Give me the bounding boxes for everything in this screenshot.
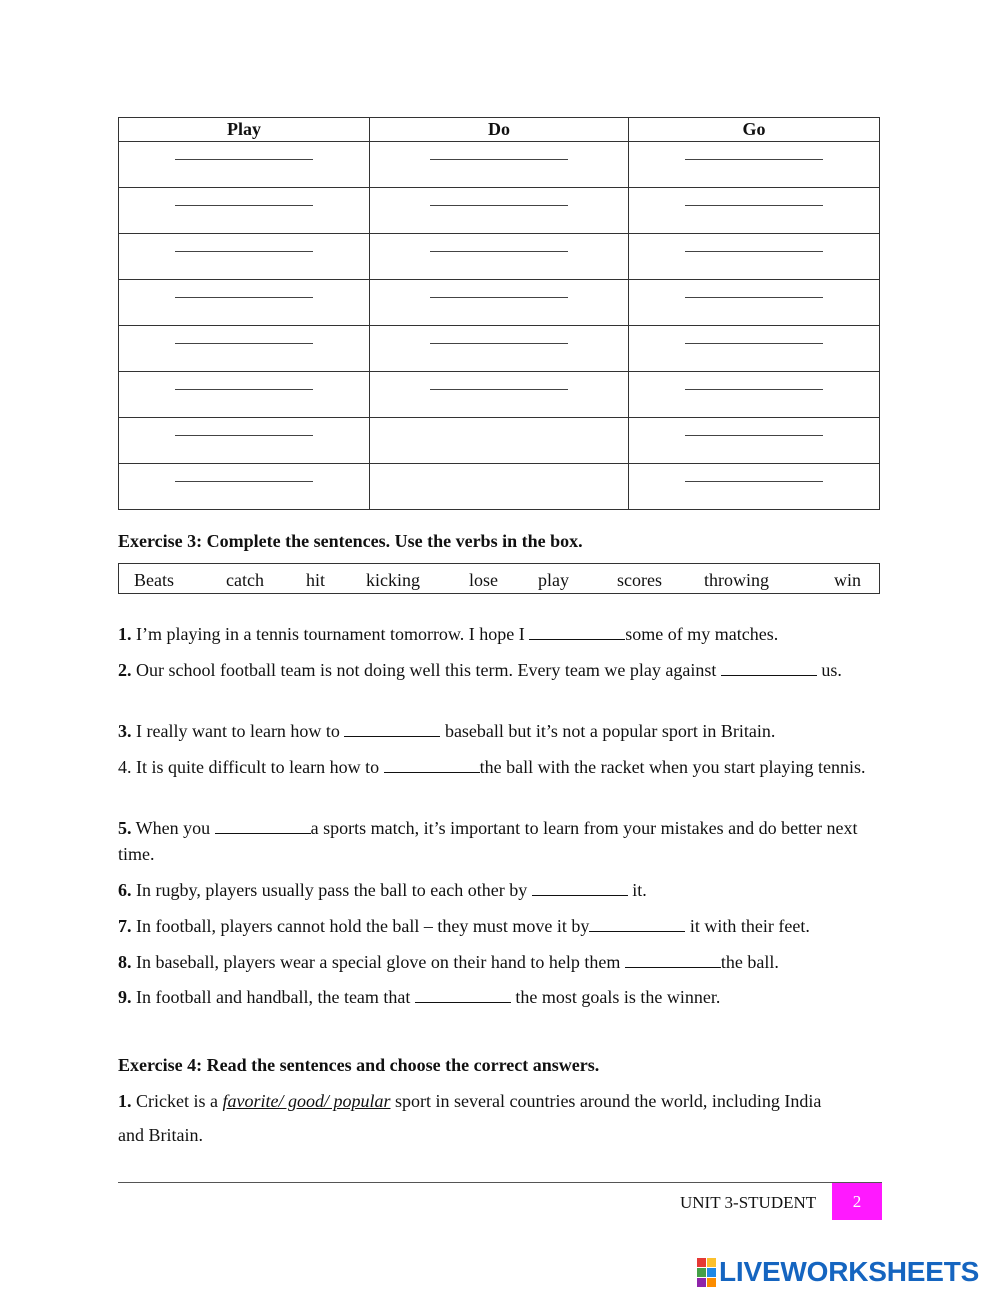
- answer-blank-line[interactable]: [175, 159, 313, 160]
- answer-blank-line[interactable]: [175, 205, 313, 206]
- word-box-item: throwing: [704, 570, 769, 590]
- page-number-badge: [832, 1183, 882, 1220]
- table-row: [119, 372, 880, 418]
- word-box-item: lose: [469, 570, 498, 590]
- logo-square: [707, 1278, 716, 1287]
- answer-blank-line[interactable]: [175, 297, 313, 298]
- answer-gap[interactable]: [529, 623, 625, 640]
- liveworksheets-brand: [697, 1256, 979, 1288]
- logo-square: [697, 1268, 706, 1277]
- word-box-item: kicking: [366, 570, 420, 590]
- answer-gap[interactable]: [384, 756, 480, 773]
- table-cell[interactable]: [370, 372, 629, 418]
- answer-blank-line[interactable]: [685, 251, 823, 252]
- answer-gap[interactable]: [532, 879, 628, 896]
- table-row: [119, 234, 880, 280]
- table-cell[interactable]: [629, 142, 880, 188]
- sentence-6: 6. In rugby, players usually pass the ball to each other by it.: [118, 880, 647, 900]
- answer-blank-line[interactable]: [685, 343, 823, 344]
- answer-blank-line[interactable]: [175, 251, 313, 252]
- verb-sport-table: [118, 117, 880, 510]
- exercise4-heading: Exercise 4: Read the sentences and choose the correct answers.: [118, 1055, 600, 1075]
- table-cell[interactable]: [119, 142, 370, 188]
- table-cell[interactable]: [370, 280, 629, 326]
- answer-blank-line[interactable]: [685, 205, 823, 206]
- answer-gap[interactable]: [625, 951, 721, 968]
- header-play: Play: [119, 118, 370, 142]
- table-cell[interactable]: [119, 326, 370, 372]
- table-cell[interactable]: [629, 326, 880, 372]
- logo-square: [707, 1268, 716, 1277]
- logo-square: [707, 1258, 716, 1267]
- table-cell[interactable]: [629, 464, 880, 510]
- answer-blank-line[interactable]: [685, 481, 823, 482]
- brand-name: LIVEWORKSHEETS: [719, 1256, 980, 1287]
- sentence-3: 3. I really want to learn how to baseball but it’s not a popular sport in Britain.: [118, 721, 776, 741]
- word-box-item: win: [834, 570, 861, 590]
- table-row: [119, 280, 880, 326]
- table-cell[interactable]: [629, 188, 880, 234]
- answer-blank-line[interactable]: [175, 481, 313, 482]
- word-box: [118, 563, 880, 594]
- sentence-4: 4. It is quite difficult to learn how to the ball with the racket when you start playing tennis.: [118, 757, 866, 777]
- answer-gap[interactable]: [344, 720, 440, 737]
- header-do: Do: [370, 118, 629, 142]
- answer-blank-line[interactable]: [430, 389, 568, 390]
- exercise3-heading: Exercise 3: Complete the sentences. Use the verbs in the box.: [118, 531, 583, 551]
- unit-label: UNIT 3-STUDENT: [680, 1193, 817, 1212]
- answer-blank-line[interactable]: [175, 435, 313, 436]
- table-cell[interactable]: [370, 326, 629, 372]
- footer-divider: [118, 1182, 882, 1183]
- sentence-1: 1. I’m playing in a tennis tournament tomorrow. I hope I some of my matches.: [118, 624, 779, 644]
- table-row: [119, 188, 880, 234]
- table-cell[interactable]: [370, 188, 629, 234]
- answer-blank-line[interactable]: [685, 297, 823, 298]
- answer-blank-line[interactable]: [685, 389, 823, 390]
- sentence-2: 2. Our school football team is not doing well this term. Every team we play against us.: [118, 660, 842, 680]
- table-cell[interactable]: [119, 280, 370, 326]
- table-row: [119, 326, 880, 372]
- answer-blank-line[interactable]: [430, 251, 568, 252]
- table-row: [119, 418, 880, 464]
- answer-blank-line[interactable]: [430, 159, 568, 160]
- word-box-item: catch: [226, 570, 264, 590]
- table-cell[interactable]: [119, 234, 370, 280]
- word-box-item: Beats: [134, 570, 174, 590]
- answer-gap[interactable]: [721, 659, 817, 676]
- table-cell[interactable]: [370, 142, 629, 188]
- table-cell[interactable]: [629, 280, 880, 326]
- answer-blank-line[interactable]: [430, 343, 568, 344]
- table-cell[interactable]: [119, 464, 370, 510]
- sentence-7: 7. In football, players cannot hold the ball – they must move it by it with their feet.: [118, 916, 810, 936]
- logo-square: [697, 1258, 706, 1267]
- table-cell[interactable]: [119, 418, 370, 464]
- answer-choices[interactable]: favorite/ good/ popular: [222, 1091, 391, 1111]
- answer-blank-line[interactable]: [430, 205, 568, 206]
- answer-gap[interactable]: [415, 986, 511, 1003]
- ex4-sentence-1: 1. Cricket is a favorite/ good/ popular sport in several countries around the world, including India and Britain.: [118, 1091, 822, 1145]
- sentence-9: 9. In football and handball, the team that the most goals is the winner.: [118, 987, 721, 1007]
- word-box-item: hit: [306, 570, 326, 590]
- answer-blank-line[interactable]: [175, 389, 313, 390]
- table-cell[interactable]: [629, 418, 880, 464]
- table-header-row: [119, 118, 880, 142]
- table-cell[interactable]: [119, 372, 370, 418]
- sentence-5: 5. When you a sports match, it’s important to learn from your mistakes and do better next time.: [118, 818, 858, 864]
- table-body: [119, 142, 880, 510]
- liveworksheets-logo-icon: [697, 1258, 716, 1287]
- word-box-item: scores: [617, 570, 662, 590]
- table-row: [119, 142, 880, 188]
- word-box-item: play: [538, 570, 569, 590]
- table-cell[interactable]: [629, 234, 880, 280]
- table-cell[interactable]: [629, 372, 880, 418]
- table-row: [119, 464, 880, 510]
- table-cell: [370, 418, 629, 464]
- answer-blank-line[interactable]: [685, 159, 823, 160]
- answer-blank-line[interactable]: [685, 435, 823, 436]
- header-go: Go: [629, 118, 880, 142]
- answer-gap[interactable]: [589, 915, 685, 932]
- table-cell: [370, 464, 629, 510]
- answer-blank-line[interactable]: [175, 343, 313, 344]
- answer-blank-line[interactable]: [430, 297, 568, 298]
- table-cell[interactable]: [119, 188, 370, 234]
- page-number: 2: [852, 1191, 862, 1211]
- table-cell[interactable]: [370, 234, 629, 280]
- sentence-8: 8. In baseball, players wear a special glove on their hand to help them the ball.: [118, 952, 779, 972]
- logo-square: [697, 1278, 706, 1287]
- answer-gap[interactable]: [215, 817, 311, 834]
